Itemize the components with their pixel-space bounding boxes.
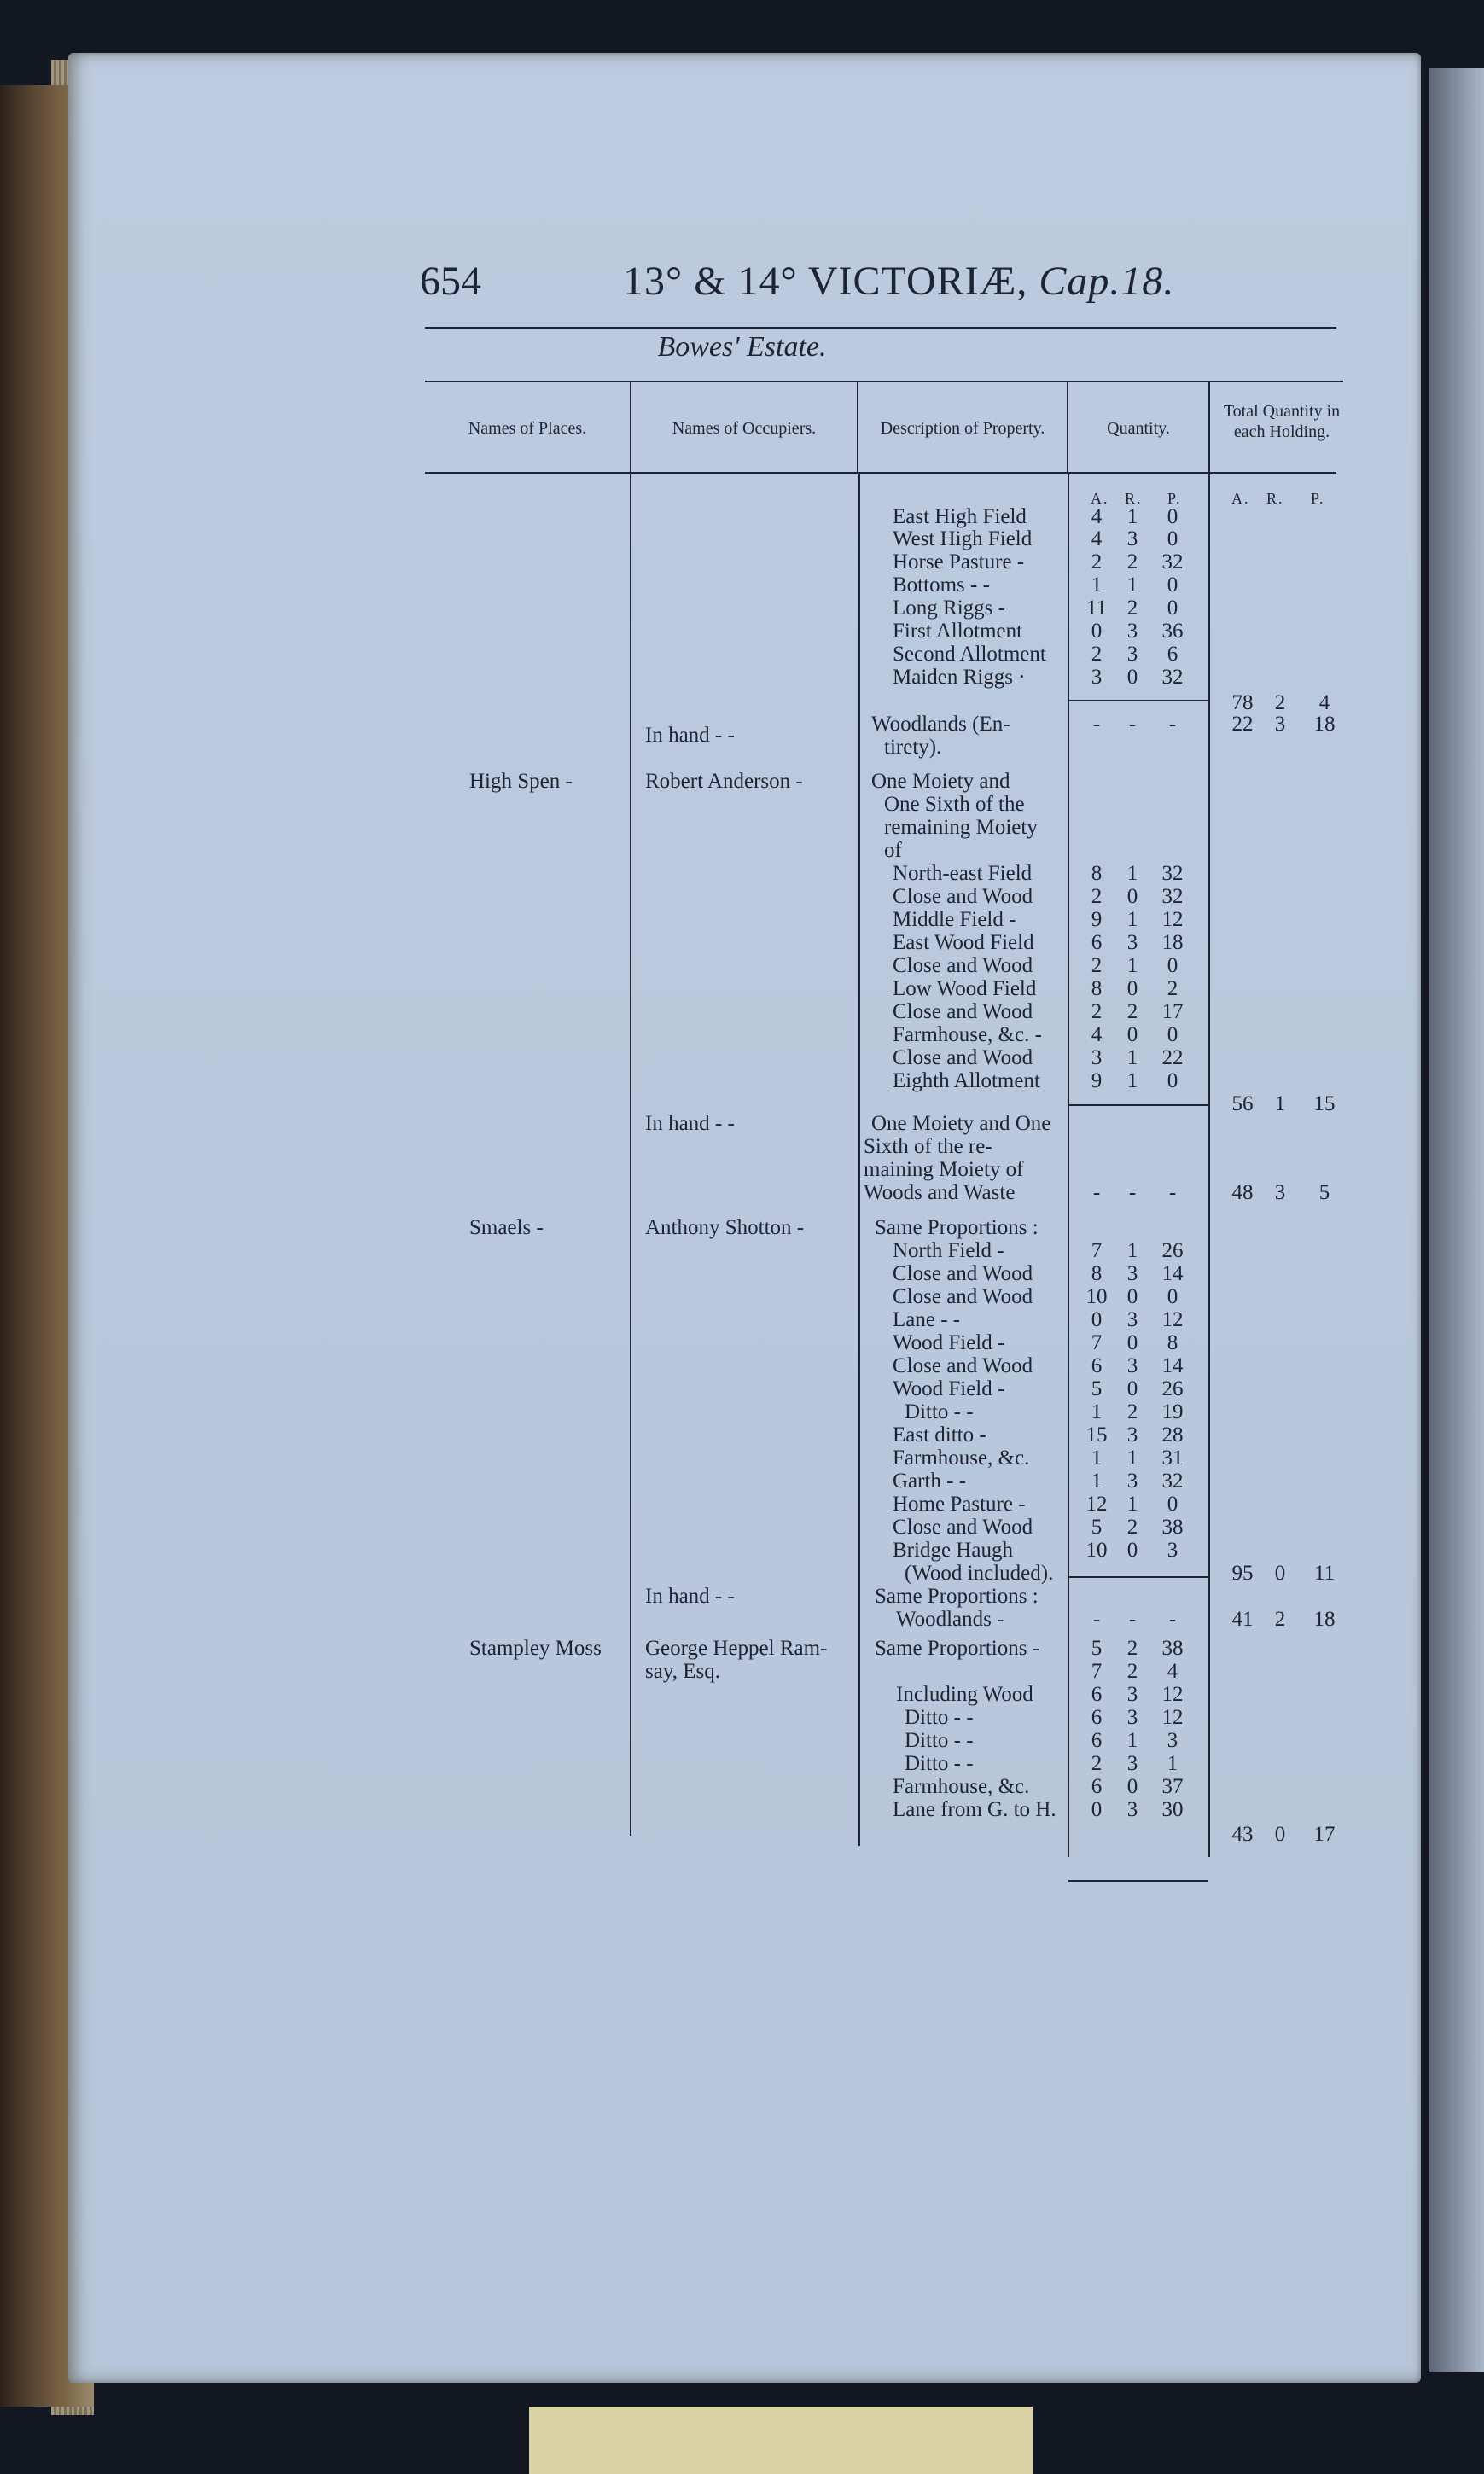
total-a-cell: 22 <box>1231 713 1254 736</box>
quantity-a-cell: 5 <box>1091 1377 1103 1400</box>
quantity-p-cell: 0 <box>1167 573 1178 597</box>
quantity-r-cell: 1 <box>1126 1046 1138 1069</box>
total-a-cell: 56 <box>1231 1092 1254 1115</box>
description-cell: Ditto - - <box>905 1752 974 1775</box>
quantity-a-cell: 12 <box>1085 1493 1108 1516</box>
quantity-p-cell: 38 <box>1161 1637 1184 1660</box>
occupier-cell: In hand - - <box>645 1112 735 1135</box>
quantity-p-cell: 0 <box>1167 597 1178 620</box>
quantity-r-cell: - <box>1128 1608 1137 1631</box>
quantity-r-cell: 0 <box>1126 1331 1138 1354</box>
quantity-a-cell: 7 <box>1091 1660 1103 1683</box>
quantity-p-cell: 14 <box>1161 1354 1184 1377</box>
occupier-cell: George Heppel Ram- <box>645 1637 828 1660</box>
body-divider-2 <box>858 474 860 1846</box>
quantity-a-cell: 15 <box>1085 1423 1108 1447</box>
quantity-p-cell: 32 <box>1161 1470 1184 1493</box>
quantity-a-cell: 9 <box>1091 1069 1103 1092</box>
quantity-p-cell: 0 <box>1167 527 1178 550</box>
occupier-cell: In hand - - <box>645 724 735 747</box>
quantity-a-cell: 8 <box>1091 977 1103 1000</box>
quantity-a-cell: 6 <box>1091 931 1103 954</box>
place-cell: Stampley Moss <box>469 1637 602 1660</box>
quantity-r-cell: 2 <box>1126 1637 1138 1660</box>
description-cell: Same Proportions : <box>875 1216 1039 1239</box>
description-cell: Wood Field - <box>893 1331 1005 1354</box>
occupier-cell: Anthony Shotton - <box>645 1216 805 1239</box>
quantity-p-cell: 32 <box>1161 666 1184 689</box>
occupier-cell: say, Esq. <box>645 1660 720 1683</box>
quantity-r-cell: 2 <box>1126 550 1138 573</box>
quantity-a-cell: 1 <box>1091 1400 1103 1423</box>
quantity-unit-a: A. <box>1091 490 1109 507</box>
quantity-p-cell: 3 <box>1167 1729 1178 1752</box>
total-a-cell: 95 <box>1231 1562 1254 1585</box>
description-cell: Woodlands - <box>896 1608 1004 1631</box>
description-cell: One Moiety and <box>871 770 1010 793</box>
description-cell: Close and Wood <box>893 1516 1033 1539</box>
description-cell: Ditto - - <box>905 1706 974 1729</box>
quantity-a-cell: 8 <box>1091 1262 1103 1285</box>
quantity-p-cell: 12 <box>1161 1683 1184 1706</box>
total-r-cell: 1 <box>1274 1092 1286 1115</box>
title-main: 13° & 14° VICTORIÆ, <box>623 259 1028 304</box>
quantity-r-cell: 3 <box>1126 527 1138 550</box>
quantity-a-cell: 8 <box>1091 862 1103 885</box>
quantity-a-cell: - <box>1092 1608 1101 1631</box>
quantity-r-cell: 3 <box>1126 1798 1138 1821</box>
description-cell: of <box>884 839 902 862</box>
quantity-a-cell: 1 <box>1091 573 1103 597</box>
quantity-p-cell: 28 <box>1161 1423 1184 1447</box>
occupier-cell: Robert Anderson - <box>645 770 803 793</box>
col-divider-4 <box>1208 381 1210 472</box>
body-divider-3 <box>1068 474 1069 1857</box>
quantity-r-cell: 3 <box>1126 1683 1138 1706</box>
description-cell: remaining Moiety <box>884 816 1038 839</box>
quantity-a-cell: 11 <box>1085 597 1108 620</box>
quantity-p-cell: - <box>1168 1608 1177 1631</box>
quantity-a-cell: 2 <box>1091 643 1103 666</box>
description-cell: Second Allotment <box>893 643 1046 666</box>
quantity-r-cell: 3 <box>1126 1423 1138 1447</box>
total-p-cell: 4 <box>1318 691 1330 714</box>
description-cell: Woods and Waste <box>864 1181 1016 1204</box>
total-a-cell: 43 <box>1231 1823 1254 1846</box>
quantity-p-cell: 0 <box>1167 1069 1178 1092</box>
quantity-p-cell: 17 <box>1161 1000 1184 1023</box>
total-p-cell: 15 <box>1313 1092 1336 1115</box>
quantity-r-cell: 2 <box>1126 1000 1138 1023</box>
quantity-p-cell: - <box>1168 1181 1177 1204</box>
description-cell: Farmhouse, &c. <box>893 1447 1030 1470</box>
quantity-r-cell: 1 <box>1126 1239 1138 1262</box>
total-r-cell: 2 <box>1274 691 1286 714</box>
quantity-p-cell: 37 <box>1161 1775 1184 1798</box>
description-cell: Middle Field - <box>893 908 1016 931</box>
description-cell: Garth - - <box>893 1470 967 1493</box>
quantity-r-cell: 0 <box>1126 1023 1138 1046</box>
subtotal-rule-4 <box>1068 1880 1208 1882</box>
quantity-a-cell: 10 <box>1085 1285 1108 1308</box>
total-a-cell: 48 <box>1231 1181 1254 1204</box>
description-cell: North Field - <box>893 1239 1004 1262</box>
facing-page-edge <box>1429 68 1484 2372</box>
quantity-p-cell: 2 <box>1167 977 1178 1000</box>
quantity-r-cell: 0 <box>1126 977 1138 1000</box>
quantity-p-cell: 18 <box>1161 931 1184 954</box>
quantity-a-cell: 2 <box>1091 1000 1103 1023</box>
quantity-r-cell: 2 <box>1126 597 1138 620</box>
description-cell: Close and Wood <box>893 1285 1033 1308</box>
description-cell: Close and Wood <box>893 1354 1033 1377</box>
column-header-rule <box>425 472 1336 474</box>
quantity-r-cell: 1 <box>1126 1493 1138 1516</box>
quantity-r-cell: 0 <box>1126 885 1138 908</box>
total-a-cell: 78 <box>1231 691 1254 714</box>
total-r-cell: 0 <box>1274 1562 1286 1585</box>
quantity-p-cell: 26 <box>1161 1239 1184 1262</box>
quantity-p-cell: 30 <box>1161 1798 1184 1821</box>
quantity-a-cell: 2 <box>1091 1752 1103 1775</box>
quantity-r-cell: 1 <box>1126 1447 1138 1470</box>
col-header-total: Total Quantity in each Holding. <box>1223 402 1341 441</box>
description-cell: Farmhouse, &c. - <box>893 1023 1042 1046</box>
body-divider-4 <box>1208 474 1210 1857</box>
quantity-r-cell: 1 <box>1126 954 1138 977</box>
col-divider-2 <box>857 381 858 472</box>
description-cell: Ditto - - <box>905 1729 974 1752</box>
total-unit-r: R. <box>1266 490 1284 507</box>
quantity-r-cell: 0 <box>1126 1377 1138 1400</box>
quantity-a-cell: 2 <box>1091 550 1103 573</box>
quantity-a-cell: - <box>1092 713 1101 736</box>
total-unit-a: A. <box>1231 490 1250 507</box>
quantity-a-cell: 3 <box>1091 666 1103 689</box>
description-cell: Farmhouse, &c. <box>893 1775 1030 1798</box>
quantity-p-cell: 32 <box>1161 885 1184 908</box>
quantity-p-cell: 38 <box>1161 1516 1184 1539</box>
quantity-r-cell: 0 <box>1126 1285 1138 1308</box>
quantity-r-cell: 0 <box>1126 666 1138 689</box>
quantity-p-cell: 31 <box>1161 1447 1184 1470</box>
header-rule <box>425 327 1336 329</box>
description-cell: Including Wood <box>896 1683 1033 1706</box>
bookmark-tab <box>529 2407 1033 2474</box>
quantity-p-cell: 3 <box>1167 1539 1178 1562</box>
description-cell: Woodlands (En- <box>871 713 1010 736</box>
description-cell: Low Wood Field <box>893 977 1037 1000</box>
quantity-r-cell: 3 <box>1126 1470 1138 1493</box>
description-cell: Eighth Allotment <box>893 1069 1040 1092</box>
description-cell: Bridge Haugh <box>893 1539 1013 1562</box>
place-cell: Smaels - <box>469 1216 544 1239</box>
description-cell: One Sixth of the <box>884 793 1025 816</box>
quantity-r-cell: 3 <box>1126 1262 1138 1285</box>
quantity-r-cell: 1 <box>1126 862 1138 885</box>
quantity-a-cell: 6 <box>1091 1775 1103 1798</box>
quantity-p-cell: 8 <box>1167 1331 1178 1354</box>
description-cell: Same Proportions : <box>875 1585 1039 1608</box>
total-p-cell: 17 <box>1313 1823 1336 1846</box>
quantity-a-cell: 5 <box>1091 1516 1103 1539</box>
quantity-unit-r: R. <box>1125 490 1143 507</box>
estate-heading: Bowes' Estate. <box>657 331 827 363</box>
table-top-rule <box>425 381 1343 382</box>
description-cell: Maiden Riggs · <box>893 666 1026 689</box>
quantity-p-cell: 0 <box>1167 954 1178 977</box>
quantity-r-cell: 1 <box>1126 1069 1138 1092</box>
quantity-p-cell: - <box>1168 713 1177 736</box>
quantity-p-cell: 0 <box>1167 1285 1178 1308</box>
description-cell: First Allotment <box>893 620 1023 643</box>
quantity-p-cell: 32 <box>1161 550 1184 573</box>
quantity-a-cell: 4 <box>1091 1023 1103 1046</box>
description-cell: Sixth of the re- <box>864 1135 992 1158</box>
description-cell: Ditto - - <box>905 1400 974 1423</box>
col-header-occupiers: Names of Occupiers. <box>672 419 817 438</box>
quantity-p-cell: 12 <box>1161 1706 1184 1729</box>
description-cell: Close and Wood <box>893 954 1033 977</box>
col-divider-3 <box>1067 381 1068 472</box>
quantity-a-cell: 9 <box>1091 908 1103 931</box>
description-cell: Close and Wood <box>893 1000 1033 1023</box>
col-header-places: Names of Places. <box>468 419 587 438</box>
quantity-p-cell: 4 <box>1167 1660 1178 1683</box>
quantity-r-cell: 3 <box>1126 1752 1138 1775</box>
quantity-r-cell: 0 <box>1126 1539 1138 1562</box>
quantity-p-cell: 1 <box>1167 1752 1178 1775</box>
quantity-a-cell: 1 <box>1091 1447 1103 1470</box>
total-p-cell: 5 <box>1318 1181 1330 1204</box>
total-unit-p: P. <box>1311 490 1325 507</box>
total-r-cell: 2 <box>1274 1608 1286 1631</box>
quantity-r-cell: 3 <box>1126 1706 1138 1729</box>
quantity-p-cell: 26 <box>1161 1377 1184 1400</box>
total-a-cell: 41 <box>1231 1608 1254 1631</box>
quantity-a-cell: 6 <box>1091 1729 1103 1752</box>
quantity-r-cell: 1 <box>1126 573 1138 597</box>
description-cell: Wood Field - <box>893 1377 1005 1400</box>
description-cell: (Wood included). <box>905 1562 1054 1585</box>
quantity-r-cell: 1 <box>1126 1729 1138 1752</box>
col-header-description: Description of Property. <box>880 419 1045 438</box>
title-cap: Cap.18. <box>1039 259 1175 304</box>
quantity-a-cell: 3 <box>1091 1046 1103 1069</box>
quantity-a-cell: 4 <box>1091 505 1103 528</box>
total-p-cell: 11 <box>1313 1562 1336 1585</box>
quantity-r-cell: 2 <box>1126 1516 1138 1539</box>
subtotal-rule-3 <box>1068 1576 1208 1578</box>
description-cell: Lane - - <box>893 1308 961 1331</box>
quantity-p-cell: 12 <box>1161 1308 1184 1331</box>
quantity-p-cell: 12 <box>1161 908 1184 931</box>
quantity-r-cell: - <box>1128 713 1137 736</box>
description-cell: Long Riggs - <box>893 597 1005 620</box>
description-cell: Bottoms - - <box>893 573 990 597</box>
quantity-r-cell: 0 <box>1126 1775 1138 1798</box>
quantity-p-cell: 6 <box>1167 643 1178 666</box>
quantity-p-cell: 19 <box>1161 1400 1184 1423</box>
page-title <box>623 258 1174 305</box>
subtotal-rule-2 <box>1068 1104 1208 1106</box>
total-r-cell: 3 <box>1274 713 1286 736</box>
quantity-r-cell: 3 <box>1126 1308 1138 1331</box>
quantity-p-cell: 32 <box>1161 862 1184 885</box>
description-cell: Lane from G. to H. <box>893 1798 1056 1821</box>
quantity-r-cell: 3 <box>1126 931 1138 954</box>
description-cell: Close and Wood <box>893 1046 1033 1069</box>
quantity-r-cell: 3 <box>1126 1354 1138 1377</box>
description-cell: Horse Pasture - <box>893 550 1025 573</box>
description-cell: Home Pasture - <box>893 1493 1026 1516</box>
quantity-a-cell: 5 <box>1091 1637 1103 1660</box>
quantity-p-cell: 36 <box>1161 620 1184 643</box>
description-cell: maining Moiety of <box>864 1158 1024 1181</box>
quantity-a-cell: 2 <box>1091 885 1103 908</box>
description-cell: tirety). <box>884 736 942 759</box>
quantity-r-cell: - <box>1128 1181 1137 1204</box>
quantity-r-cell: 1 <box>1126 505 1138 528</box>
quantity-a-cell: 0 <box>1091 1308 1103 1331</box>
quantity-r-cell: 3 <box>1126 643 1138 666</box>
place-cell: High Spen - <box>469 770 573 793</box>
description-cell: East ditto - <box>893 1423 986 1447</box>
quantity-r-cell: 2 <box>1126 1660 1138 1683</box>
quantity-a-cell: 6 <box>1091 1354 1103 1377</box>
quantity-a-cell: 6 <box>1091 1683 1103 1706</box>
col-divider-1 <box>630 381 631 472</box>
quantity-p-cell: 14 <box>1161 1262 1184 1285</box>
occupier-cell: In hand - - <box>645 1585 735 1608</box>
total-r-cell: 0 <box>1274 1823 1286 1846</box>
description-cell: Close and Wood <box>893 1262 1033 1285</box>
quantity-r-cell: 3 <box>1126 620 1138 643</box>
quantity-a-cell: 7 <box>1091 1331 1103 1354</box>
body-divider-1 <box>630 474 631 1836</box>
quantity-p-cell: 22 <box>1161 1046 1184 1069</box>
col-header-quantity: Quantity. <box>1107 419 1170 438</box>
quantity-unit-p: P. <box>1167 490 1182 507</box>
quantity-p-cell: 0 <box>1167 1023 1178 1046</box>
quantity-a-cell: 0 <box>1091 1798 1103 1821</box>
description-cell: North-east Field <box>893 862 1033 885</box>
quantity-p-cell: 0 <box>1167 1493 1178 1516</box>
total-r-cell: 3 <box>1274 1181 1286 1204</box>
description-cell: West High Field <box>893 527 1033 550</box>
description-cell: East Wood Field <box>893 931 1034 954</box>
quantity-a-cell: 6 <box>1091 1706 1103 1729</box>
quantity-a-cell: 7 <box>1091 1239 1103 1262</box>
description-cell: Close and Wood <box>893 885 1033 908</box>
quantity-a-cell: 0 <box>1091 620 1103 643</box>
description-cell: Same Proportions - <box>875 1637 1040 1660</box>
description-cell: One Moiety and One <box>871 1112 1051 1135</box>
description-cell: East High Field <box>893 505 1027 528</box>
total-p-cell: 18 <box>1313 1608 1336 1631</box>
quantity-a-cell: 1 <box>1091 1470 1103 1493</box>
total-p-cell: 18 <box>1313 713 1336 736</box>
quantity-a-cell: 4 <box>1091 527 1103 550</box>
quantity-p-cell: 0 <box>1167 505 1178 528</box>
quantity-a-cell: 2 <box>1091 954 1103 977</box>
quantity-r-cell: 2 <box>1126 1400 1138 1423</box>
quantity-a-cell: 10 <box>1085 1539 1108 1562</box>
quantity-a-cell: - <box>1092 1181 1101 1204</box>
page-number: 654 <box>420 259 481 304</box>
quantity-r-cell: 1 <box>1126 908 1138 931</box>
subtotal-rule-1 <box>1068 700 1208 701</box>
